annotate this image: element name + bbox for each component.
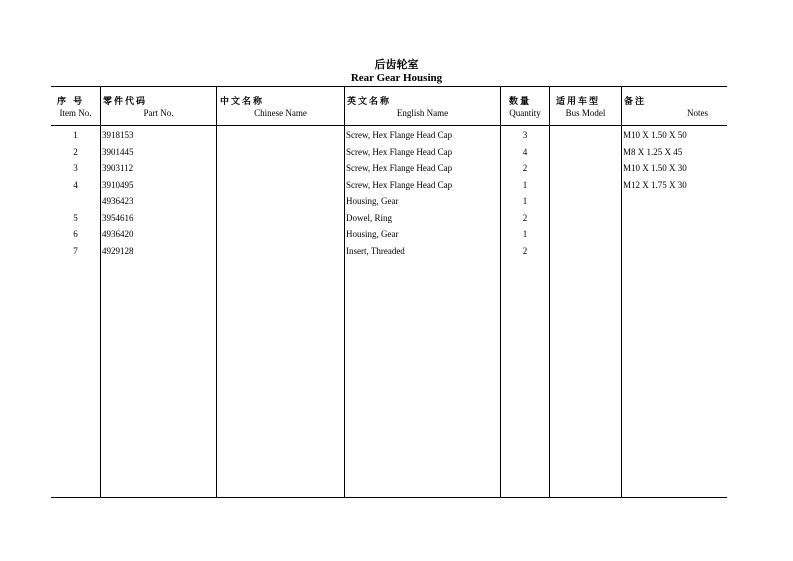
- quantity: 2: [522, 246, 528, 256]
- table-top-border: [51, 86, 727, 87]
- english-name: Screw, Hex Flange Head Cap: [346, 147, 453, 157]
- english-name: Screw, Hex Flange Head Cap: [346, 130, 453, 140]
- quantity: 3: [522, 130, 528, 140]
- column-divider: [549, 86, 550, 498]
- part-number: 3954616: [102, 213, 134, 223]
- header-item-cn: 序 号: [57, 97, 85, 107]
- part-number: 4936423: [102, 196, 134, 206]
- notes: M10 X 1.50 X 50: [623, 130, 687, 140]
- part-number: 4929128: [102, 246, 134, 256]
- header-bus-model-cn: 适用车型: [556, 97, 601, 107]
- quantity: 1: [522, 196, 528, 206]
- notes: M12 X 1.75 X 30: [623, 180, 687, 190]
- english-name: Housing, Gear: [346, 229, 399, 239]
- english-name: Housing, Gear: [346, 196, 399, 206]
- column-divider: [344, 86, 345, 498]
- english-name: Screw, Hex Flange Head Cap: [346, 163, 453, 173]
- quantity: 4: [522, 147, 528, 157]
- item-number: 2: [73, 147, 78, 157]
- part-number: 3901445: [102, 147, 134, 157]
- part-number: 4936420: [102, 229, 134, 239]
- column-divider: [621, 86, 622, 498]
- english-name: Screw, Hex Flange Head Cap: [346, 180, 453, 190]
- header-part-en: Part No.: [143, 108, 174, 118]
- table-bottom-border: [51, 497, 727, 498]
- item-number: 5: [73, 213, 78, 223]
- item-number: 1: [73, 130, 78, 140]
- item-number: 6: [73, 229, 78, 239]
- header-bus-model-en: Bus Model: [565, 108, 606, 118]
- part-number: 3918153: [102, 130, 134, 140]
- item-number: 3: [73, 163, 78, 173]
- header-part-cn: 零件代码: [103, 97, 148, 107]
- header-item-en: Item No.: [59, 108, 92, 118]
- quantity: 2: [522, 213, 528, 223]
- english-name: Dowel, Ring: [346, 213, 392, 223]
- quantity: 2: [522, 163, 528, 173]
- header-notes-cn: 备注: [624, 97, 647, 107]
- header-english-name-cn: 英文名称: [347, 97, 392, 107]
- english-name: Insert, Threaded: [346, 246, 405, 256]
- header-notes-en: Notes: [687, 108, 708, 118]
- item-number: 4: [73, 180, 78, 190]
- header-quantity-cn: 数量: [509, 97, 532, 107]
- part-number: 3903112: [102, 163, 134, 173]
- part-number: 3910495: [102, 180, 134, 190]
- header-quantity-en: Quantity: [509, 108, 541, 118]
- notes: M10 X 1.50 X 30: [623, 163, 687, 173]
- notes: M8 X 1.25 X 45: [623, 147, 683, 157]
- header-english-name-en: English Name: [396, 108, 449, 118]
- column-divider: [100, 86, 101, 498]
- column-divider: [216, 86, 217, 498]
- page-title-chinese: 后齿轮室: [374, 58, 419, 71]
- page-title-english: Rear Gear Housing: [350, 72, 443, 84]
- header-chinese-name-en: Chinese Name: [254, 108, 307, 118]
- quantity: 1: [522, 180, 528, 190]
- header-chinese-name-cn: 中文名称: [220, 97, 265, 107]
- item-number: 7: [73, 246, 78, 256]
- quantity: 1: [522, 229, 528, 239]
- header-bottom-border: [51, 125, 727, 126]
